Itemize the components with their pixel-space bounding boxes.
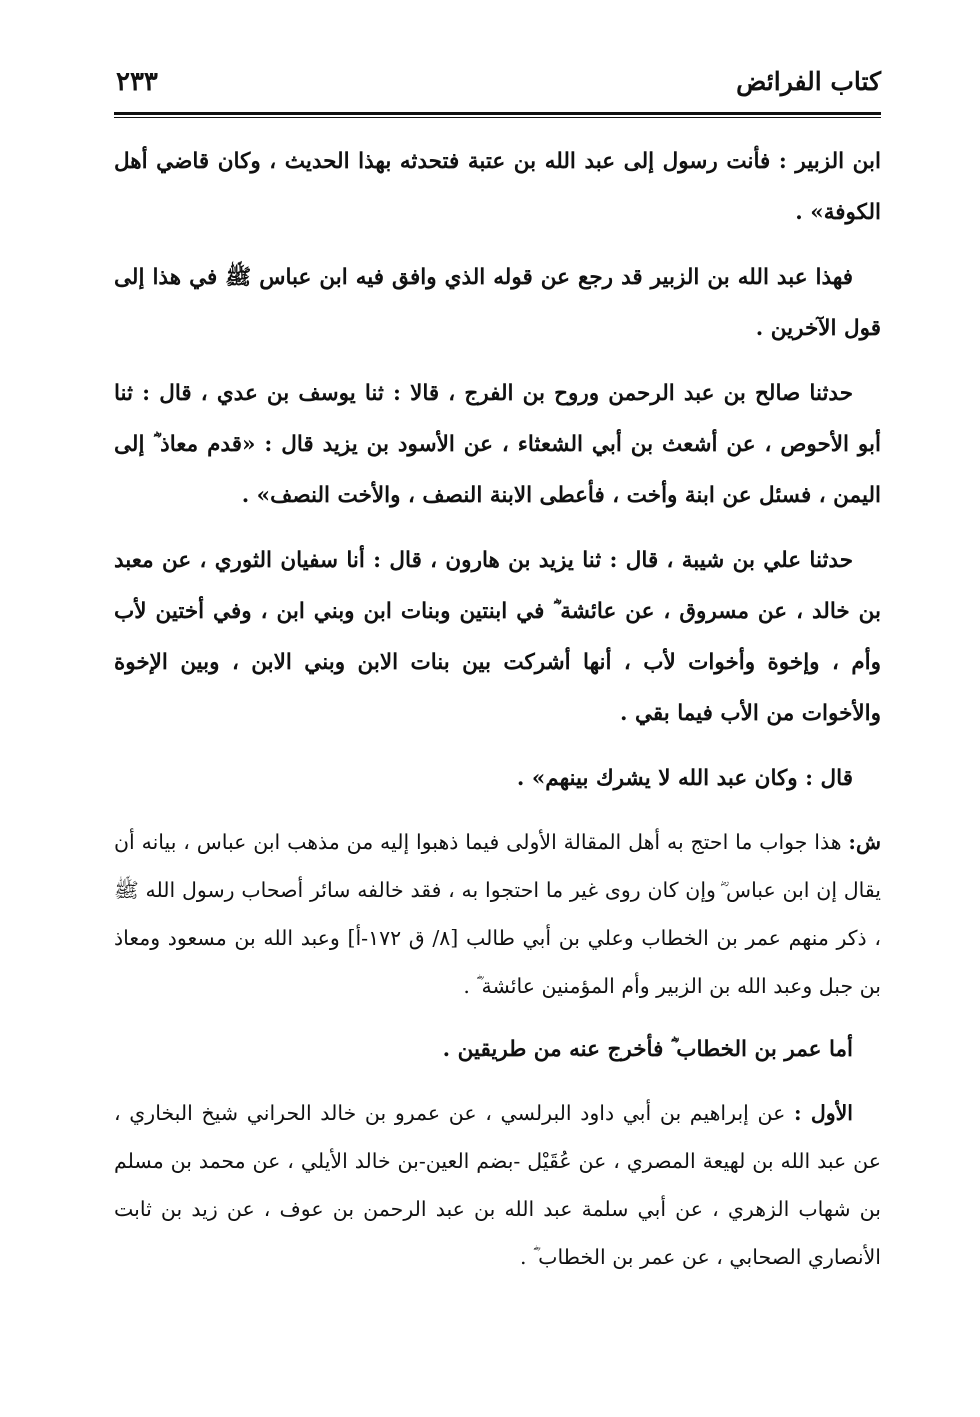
page-number: ٢٣٣ <box>116 67 158 97</box>
paragraph-hadith-aisha: حدثنا علي بن شيبة ، قال : ثنا يزيد بن هارون ، قال : أنا سفيان الثوري ، عن معبد بن خالد ، عن مسروق ، عن عائشة ؓ في ابنتين وبنات ابن وبني ابن ، وفي أختين لأب وأم ، وإخوة وأخوات لأب ، أنها أشركت بين بنات الابن وبني الابن ، وبين الإخوة والأخوات من الأب فيما بقي . <box>114 548 881 726</box>
paragraph-umar-heading: أما عمر بن الخطاب ؓ فأخرج عنه من طريقين . <box>442 1037 853 1062</box>
paragraph-hadith-continuation: ابن الزبير : فأنت رسول إلى عبد الله بن عتبة فتحدثه بهذا الحديث ، وكان قاضي أهل الكوفة» . <box>114 149 881 225</box>
running-header <box>114 60 881 104</box>
paragraph-sharh <box>114 818 881 1010</box>
book-page <box>114 60 881 1295</box>
sharh-text: هذا جواب ما احتج به أهل المقالة الأولى فيما ذهبوا إليه من مذهب ابن عباس ، بيانه أن يقال إن ابن عباس ؓ وإن كان روى غير ما احتجوا به ، فقد خالفه سائر أصحاب رسول الله ﷺ ، ذكر منهم عمر بن الخطاب وعلي بن أبي طالب [٨/ ق ١٧٢-أ] وعبد الله بن مسعود ومعاذ بن جبل وعبد الله بن الزبير وأم المؤمنين عائشة ؓ . <box>114 830 881 998</box>
page-body <box>114 136 881 1281</box>
header-rule-thin <box>114 117 881 118</box>
sharh-marker: ش: <box>848 830 881 854</box>
paragraph-commentary-ibn-zubair: فهذا عبد الله بن الزبير قد رجع عن قوله الذي وافق فيه ابن عباس ﷺ في هذا إلى قول الآخرين . <box>114 265 881 341</box>
first-chain-marker: الأول : <box>793 1101 853 1125</box>
paragraph-first-chain <box>114 1089 881 1281</box>
paragraph-abdullah-statement: قال : وكان عبد الله لا يشرك بينهم» . <box>516 766 853 791</box>
first-chain-text: عن إبراهيم بن أبي داود البرلسي ، عن عمرو بن خالد الحراني شيخ البخاري ، عن عبد الله بن لهيعة المصري ، عن عُقَيْل -بضم العين-بن خالد الأيلي ، عن محمد بن مسلم بن شهاب الزهري ، عن أبي سلمة عبد الله بن عبد الرحمن بن عوف ، عن زيد بن ثابت الأنصاري الصحابي ، عن عمر بن الخطاب ؓ . <box>114 1101 881 1269</box>
book-title: كتاب الفرائض <box>736 67 881 96</box>
header-rule <box>114 112 881 115</box>
paragraph-hadith-muadh: حدثنا صالح بن عبد الرحمن وروح بن الفرج ، قالا : ثنا يوسف بن عدي ، قال : ثنا أبو الأحوص ، عن أشعث بن أبي الشعثاء ، عن الأسود بن يزيد قال : «قدم معاذ ؓ إلى اليمن ، فسئل عن ابنة وأخت ، فأعطى الابنة النصف ، والأخت النصف» . <box>114 381 881 508</box>
